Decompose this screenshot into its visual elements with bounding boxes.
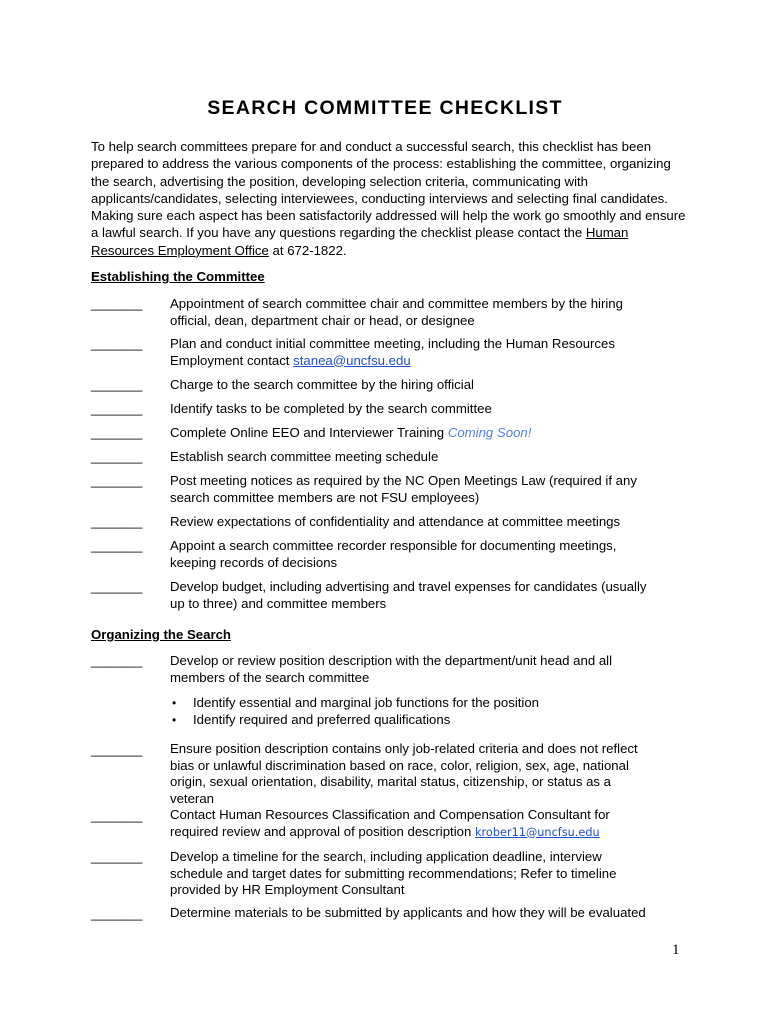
bullet-icon: • bbox=[172, 696, 177, 710]
email-link-krober11[interactable]: krober11@uncfsu.edu bbox=[474, 825, 600, 839]
section-heading-organizing: Organizing the Search bbox=[91, 627, 231, 642]
checklist-item: Complete Online EEO and Interviewer Training Coming Soon! bbox=[170, 425, 532, 440]
checkbox-blank[interactable]: _______ bbox=[91, 425, 143, 440]
checkbox-blank[interactable]: _______ bbox=[91, 906, 143, 921]
checkbox-blank[interactable]: _______ bbox=[91, 514, 143, 529]
checkbox-blank[interactable]: _______ bbox=[91, 473, 143, 488]
checkbox-blank[interactable]: _______ bbox=[91, 449, 143, 464]
checkbox-blank[interactable]: _______ bbox=[91, 336, 143, 351]
checklist-item: Ensure position description contains only job-related criteria and does not reflect bias or unlawful discrimination based on race, color, religion, sex, age, national origin, sexual orientation, disability, marital status, citizenship, or status as a veteran bbox=[170, 741, 638, 806]
page-number: 1 bbox=[672, 942, 680, 958]
intro-phone-text: at 672-1822. bbox=[272, 242, 347, 258]
intro-paragraph bbox=[91, 138, 691, 259]
checkbox-blank[interactable]: _______ bbox=[91, 401, 143, 416]
checklist-item: Contact Human Resources Classification and Compensation Consultant for required review and approval of position description krober11@uncfsu.edu bbox=[170, 807, 610, 839]
checklist-item: Appointment of search committee chair and committee members by the hiring official, dean, department chair or head, or designee bbox=[170, 296, 623, 328]
checklist-item: Review expectations of confidentiality and attendance at committee meetings bbox=[170, 514, 621, 529]
checkbox-blank[interactable]: _______ bbox=[91, 296, 143, 311]
checklist-item: Identify tasks to be completed by the search committee bbox=[170, 401, 492, 416]
checklist-item: Appoint a search committee recorder responsible for documenting meetings, keeping records of decisions bbox=[170, 538, 617, 570]
checklist-item: Charge to the search committee by the hiring official bbox=[170, 377, 474, 392]
checkbox-blank[interactable]: _______ bbox=[91, 808, 143, 823]
section-heading-establishing: Establishing the Committee bbox=[91, 269, 265, 284]
checkbox-blank[interactable]: _______ bbox=[91, 849, 143, 864]
checklist-item: Develop budget, including advertising and travel expenses for candidates (usually up to three) and committee members bbox=[170, 579, 647, 611]
checklist-item: Establish search committee meeting schedule bbox=[170, 449, 439, 464]
bullet-icon: • bbox=[172, 713, 177, 727]
checkbox-blank[interactable]: _______ bbox=[91, 653, 143, 668]
checklist-item: Develop or review position description with the department/unit head and all members of the search committee bbox=[170, 653, 613, 685]
checkbox-blank[interactable]: _______ bbox=[91, 742, 143, 757]
email-link-stanea[interactable]: stanea@uncfsu.edu bbox=[293, 352, 411, 368]
checklist-item: Determine materials to be submitted by applicants and how they will be evaluated bbox=[170, 905, 646, 920]
checklist-item: Plan and conduct initial committee meeting, including the Human Resources Employment contact stanea@uncfsu.edu bbox=[170, 336, 615, 368]
checkbox-blank[interactable]: _______ bbox=[91, 377, 143, 392]
intro-text: To help search committees prepare for and conduct a successful search, this checklist has been prepared to address the various components of the process: establishing the committee, organizing the search, advertising the position, developing selection criteria, communicating with applicants/candidates, selecting interviewees, conducting interviews and selecting final candidates. Making sure each aspect has been satisfactorily addressed will help the work go smoothly and ensure a lawful search. If you have any questions regarding the checklist please contact the bbox=[91, 139, 686, 241]
checkbox-blank[interactable]: _______ bbox=[91, 579, 143, 594]
checklist-item: Develop a timeline for the search, including application deadline, interview schedule and target dates for submitting recommendations; Refer to timeline provided by HR Employment Consultant bbox=[170, 849, 617, 897]
coming-soon-note: Coming Soon! bbox=[447, 425, 532, 440]
bullet-item: Identify required and preferred qualifications bbox=[193, 712, 451, 727]
page-title: SEARCH COMMITTEE CHECKLIST bbox=[207, 97, 563, 119]
checkbox-blank[interactable]: _______ bbox=[91, 538, 143, 553]
bullet-item: Identify essential and marginal job functions for the position bbox=[193, 695, 540, 710]
hr-office-link[interactable]: Human Resources Employment Office bbox=[91, 225, 629, 258]
checklist-item: Post meeting notices as required by the NC Open Meetings Law (required if any search committee members are not FSU employees) bbox=[170, 473, 637, 505]
